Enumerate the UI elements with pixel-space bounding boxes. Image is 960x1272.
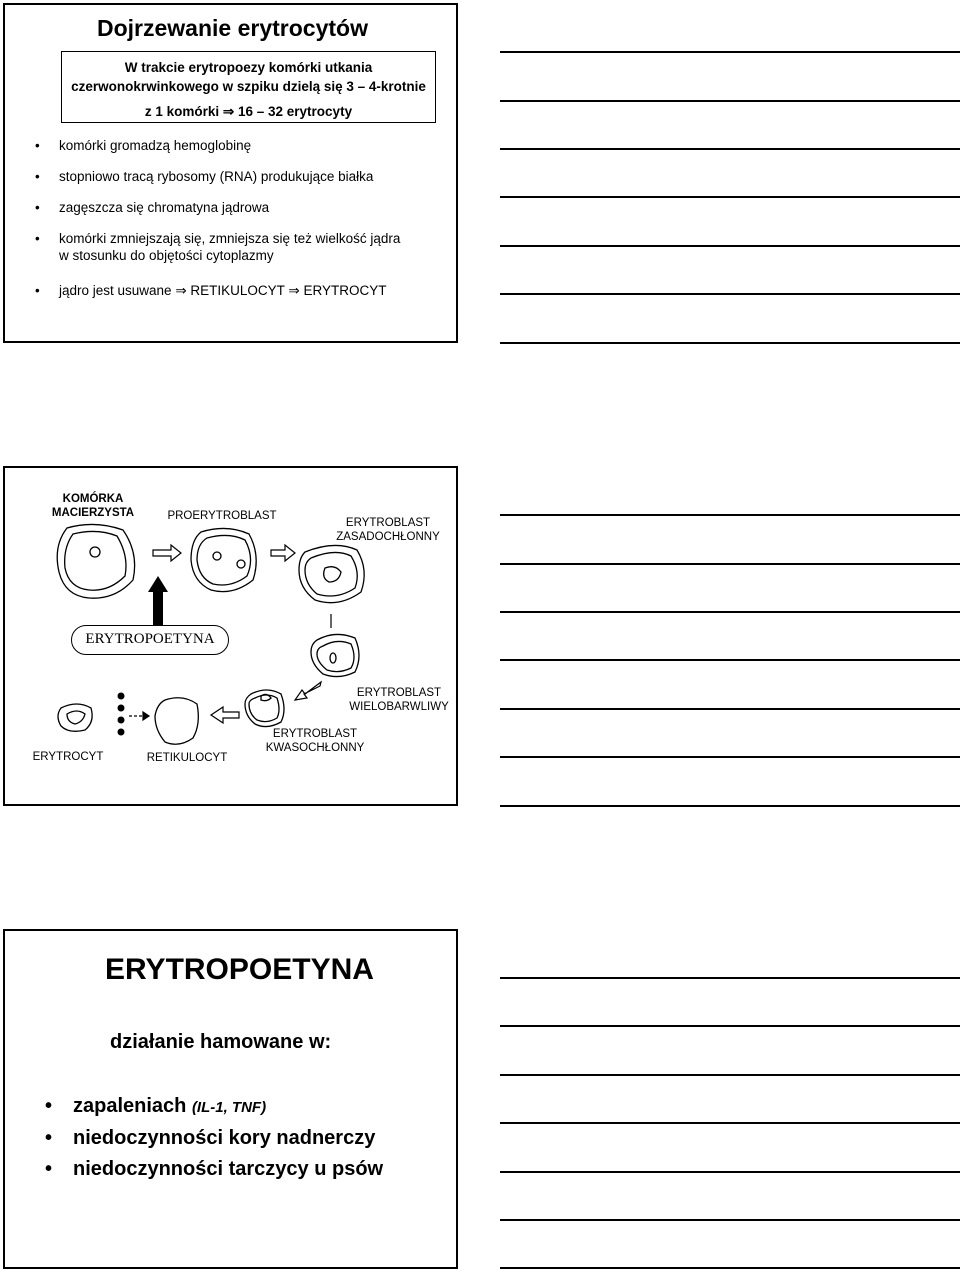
item-text: zapaleniach xyxy=(73,1095,192,1117)
note-line xyxy=(500,1267,960,1269)
basophilic-erythroblast-icon xyxy=(299,545,364,602)
hollow-arrow-icon xyxy=(153,545,181,561)
dashed-arrow-icon xyxy=(129,712,149,720)
note-line xyxy=(500,514,960,516)
label-line: ERYTROBLAST xyxy=(272,728,358,740)
label-line: KOMÓRKA xyxy=(62,493,124,505)
note-line xyxy=(500,611,960,613)
bullet-item xyxy=(35,230,455,264)
cell-diagram xyxy=(5,468,456,804)
slide-title: ERYTROPOETYNA xyxy=(105,953,374,986)
note-line xyxy=(500,148,960,150)
slide-maturation xyxy=(3,3,458,343)
note-line xyxy=(500,1025,960,1027)
bold-arrow-shaft xyxy=(153,590,163,626)
list-item: • niedoczynności tarczycy u psów xyxy=(45,1154,383,1185)
note-line xyxy=(500,51,960,53)
note-line xyxy=(500,756,960,758)
slide-erythropoietin xyxy=(3,929,458,1269)
bold-arrow-up-icon xyxy=(148,576,168,592)
note-line xyxy=(500,563,960,565)
intro-line: W trakcie erytropoezy komórki utkania xyxy=(124,60,373,75)
note-line xyxy=(500,977,960,979)
slide-erythropoiesis-diagram xyxy=(3,466,458,806)
bullet-item: • jądro jest usuwane ⇒ RETIKULOCYT ⇒ ERYTROCYT xyxy=(35,282,455,299)
erythrocyte-label: ERYTROCYT xyxy=(32,751,104,763)
label-line: ERYTROBLAST xyxy=(345,517,431,529)
stem-cell-icon xyxy=(57,524,134,598)
label-line: KWASOCHŁONNY xyxy=(265,742,365,754)
list-item: • niedoczynności kory nadnerczy xyxy=(45,1123,383,1154)
label-line: MACIERZYSTA xyxy=(51,507,135,519)
note-line xyxy=(500,805,960,807)
intro-box xyxy=(61,51,436,123)
intro-line: czerwonokrwinkowego w szpiku dzielą się 3 – 4-krotnie xyxy=(71,79,426,94)
bullet-item: • komórki gromadzą hemoglobinę xyxy=(35,137,455,154)
proerythroblast-icon xyxy=(191,528,256,591)
note-line xyxy=(500,1074,960,1076)
dots-separator-icon xyxy=(118,693,125,736)
note-line xyxy=(500,1219,960,1221)
bullet-item: • zagęszcza się chromatyna jądrowa xyxy=(35,199,455,216)
reticulocyte-label: RETIKULOCYT xyxy=(146,752,228,764)
intro-line: z 1 komórki ⇒ 16 – 32 erytrocyty xyxy=(144,104,353,119)
erythropoietin-box: ERYTROPOETYNA xyxy=(71,625,229,655)
erythrocyte-icon xyxy=(58,704,92,731)
hollow-arrow-icon xyxy=(271,545,295,561)
slide-title: Dojrzewanie erytrocytów xyxy=(97,15,368,41)
slide-subtitle: działanie hamowane w: xyxy=(110,1031,332,1053)
proerythroblast-label: PROERYTROBLAST xyxy=(167,510,277,522)
label-line: ERYTROBLAST xyxy=(356,687,442,699)
note-line xyxy=(500,196,960,198)
note-line xyxy=(500,293,960,295)
hollow-arrow-icon xyxy=(211,707,239,723)
reticulocyte-icon xyxy=(155,698,198,745)
item-note: (IL-1, TNF) xyxy=(191,1099,267,1116)
note-line xyxy=(500,342,960,344)
note-line xyxy=(500,100,960,102)
hollow-arrow-icon xyxy=(295,682,321,700)
inhibition-list xyxy=(45,1091,383,1185)
note-line xyxy=(500,708,960,710)
note-line xyxy=(500,1122,960,1124)
note-line xyxy=(500,1171,960,1173)
label-line: ZASADOCHŁONNY xyxy=(336,531,440,543)
bullet-line: • komórki zmniejszają się, zmniejsza się też wielkość jądra xyxy=(59,231,401,246)
note-line xyxy=(500,245,960,247)
orthochromatic-erythroblast-icon xyxy=(245,690,284,727)
label-line: WIELOBARWLIWY xyxy=(349,701,449,713)
bullet-line: w stosunku do objętości cytoplazmy xyxy=(59,248,274,263)
note-line xyxy=(500,659,960,661)
bullet-item: • stopniowo tracą rybosomy (RNA) produkujące białka xyxy=(35,168,455,185)
list-item xyxy=(45,1091,383,1123)
polychromatic-erythroblast-icon xyxy=(311,634,359,676)
